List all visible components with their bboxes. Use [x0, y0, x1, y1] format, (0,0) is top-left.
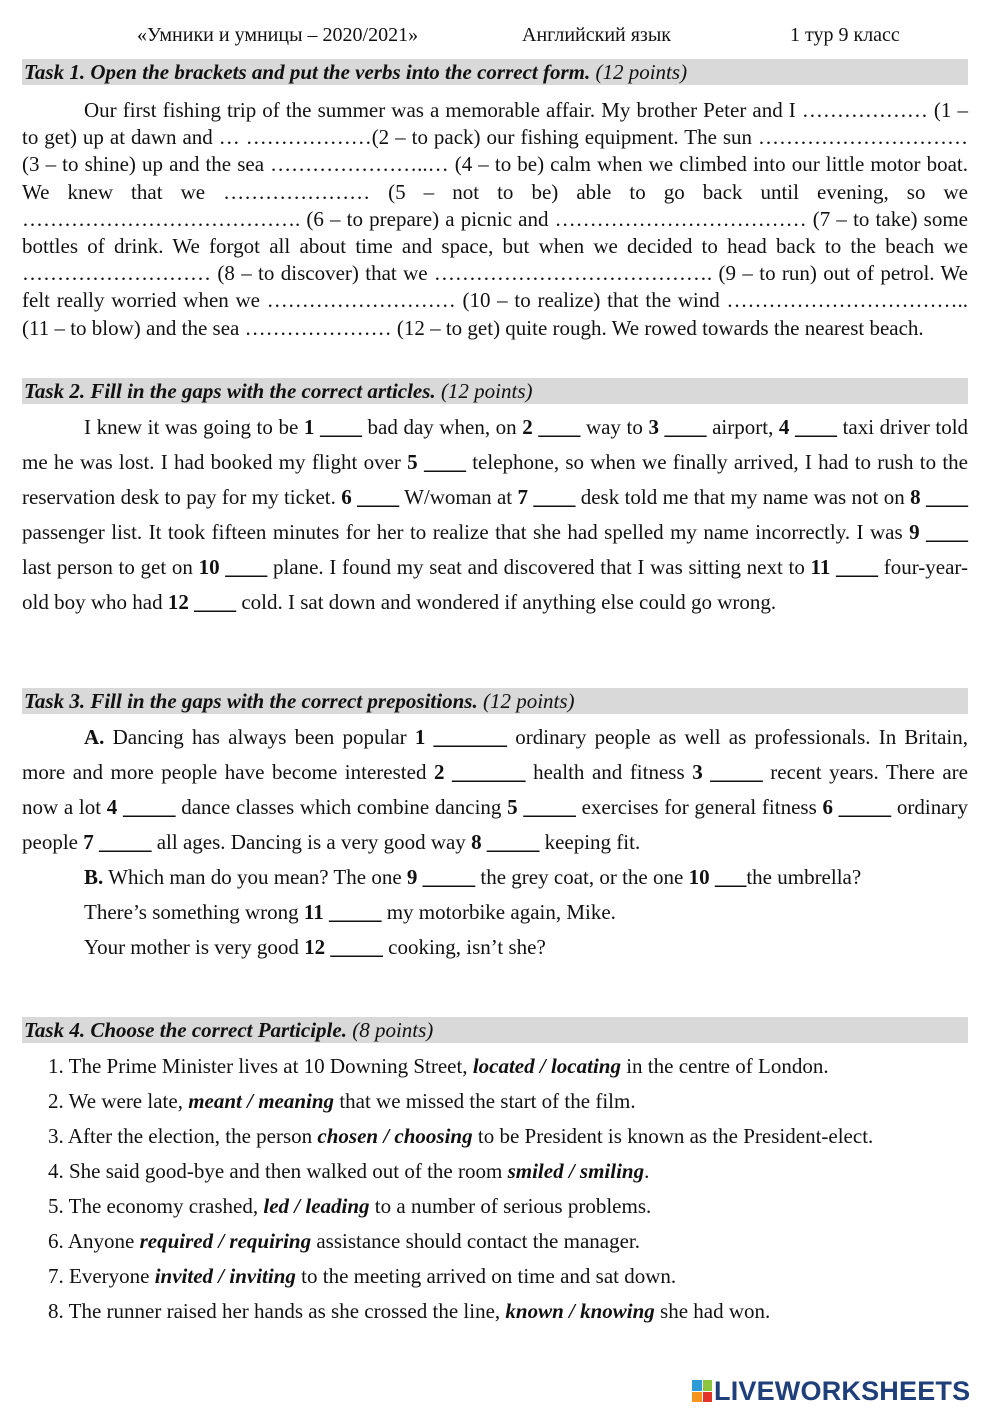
task3-text-segment: cooking, isn’t she? — [382, 935, 546, 959]
gap-11[interactable]: 11 _____ — [303, 900, 382, 924]
task2-text-segment: four-year-old boy who had — [22, 555, 969, 614]
gap-9[interactable]: 9 _____ — [406, 865, 476, 889]
task3-title: Task 3. Fill in the gaps with the correct prepositions. — [24, 689, 478, 713]
subject-name: Английский язык — [522, 24, 671, 46]
gap-11[interactable]: 11 ____ — [810, 555, 879, 579]
logo-square-1 — [692, 1380, 702, 1391]
participle-choice[interactable]: required / requiring — [139, 1229, 312, 1253]
item-text: assistance should contact the manager. — [311, 1229, 641, 1253]
gap-6[interactable]: 6 _____ — [822, 795, 892, 819]
gap-3[interactable]: 3 _____ — [692, 760, 763, 784]
participle-choice[interactable]: smiled / smiling — [507, 1159, 645, 1183]
item-text: . — [644, 1159, 650, 1183]
participle-choice[interactable]: located / locating — [472, 1054, 621, 1078]
task3-text-segment: keeping fit. — [539, 830, 641, 854]
tour-grade: 1 тур 9 класс — [790, 24, 900, 46]
task3-text-segment: all ages. Dancing is a very good way — [151, 830, 472, 854]
list-item — [22, 1189, 968, 1224]
gap-7[interactable]: 7 ____ — [517, 485, 576, 509]
item-text: 8. The runner raised her hands as she crossed the line, — [48, 1299, 506, 1323]
gap-5[interactable]: 5 _____ — [507, 795, 576, 819]
task3-heading — [22, 688, 968, 714]
task2-title: Task 2. Fill in the gaps with the correct articles. — [24, 379, 436, 403]
gap-8[interactable]: 8 _____ — [471, 830, 540, 854]
gap-5[interactable]: 5 ____ — [407, 450, 466, 474]
gap-7[interactable]: 7 _____ — [83, 830, 152, 854]
gap-12[interactable]: 12 ____ — [167, 590, 237, 614]
task2-text-segment: I knew it was going to be — [84, 415, 304, 439]
task3-text-segment: Which man do you mean? The one — [103, 865, 407, 889]
task3-line-11 — [22, 895, 968, 930]
task4-list — [22, 1049, 968, 1329]
gap-1[interactable]: 1 ____ — [303, 415, 362, 439]
task2-text-segment: way to — [580, 415, 649, 439]
task4-heading — [22, 1017, 968, 1043]
task1-body — [22, 97, 968, 342]
task3-text-segment: my motorbike again, Mike. — [381, 900, 616, 924]
task2-text-segment: last person to get on — [22, 555, 199, 579]
task2-body — [22, 410, 968, 620]
gap-1[interactable]: 1 _______ — [414, 725, 508, 749]
task2-heading — [22, 378, 968, 404]
task3-text-segment: Your mother is very good — [84, 935, 305, 959]
item-text: to be President is known as the President-elect. — [472, 1124, 874, 1148]
task2-text-segment: desk told me that my name was not on — [575, 485, 911, 509]
participle-choice[interactable]: invited / inviting — [154, 1264, 296, 1288]
list-item — [22, 1084, 968, 1119]
item-text: 7. Everyone — [48, 1264, 155, 1288]
item-text: to a number of serious problems. — [369, 1194, 652, 1218]
participle-choice[interactable]: led / leading — [263, 1194, 370, 1218]
logo-square-3 — [692, 1392, 702, 1403]
list-item — [22, 1259, 968, 1294]
gap-9[interactable]: 9 ____ — [909, 520, 968, 544]
item-text: in the centre of London. — [620, 1054, 829, 1078]
item-text: she had won. — [654, 1299, 771, 1323]
task2-text — [22, 410, 968, 620]
task2-text-segment: cold. I sat down and wondered if anything else could go wrong. — [236, 590, 777, 614]
logo-square-2 — [703, 1380, 713, 1391]
item-text: 4. She said good-bye and then walked out of the room — [48, 1159, 508, 1183]
participle-choice[interactable]: chosen / choosing — [317, 1124, 473, 1148]
task4-points: (8 points) — [352, 1018, 434, 1042]
page-header — [22, 24, 968, 50]
list-item — [22, 1154, 968, 1189]
task3-text-segment: There’s something wrong — [84, 900, 304, 924]
task3-part-a — [22, 720, 968, 860]
gap-4[interactable]: 4 _____ — [106, 795, 176, 819]
task2-text-segment: taxi driver told me he was lost. I had booked my flight over — [22, 415, 969, 474]
task3-text-segment: the umbrella? — [746, 865, 862, 889]
gap-10[interactable]: 10 ___ — [688, 865, 747, 889]
gap-3[interactable]: 3 ____ — [648, 415, 707, 439]
item-text: 5. The economy crashed, — [48, 1194, 264, 1218]
task4-title: Task 4. Choose the correct Participle. — [24, 1018, 347, 1042]
task1-points: (12 points) — [595, 60, 688, 84]
gap-12[interactable]: 12 _____ — [304, 935, 383, 959]
task3-text-segment: recent years. There are now a lot — [22, 760, 968, 819]
list-item — [22, 1224, 968, 1259]
item-text: 3. After the election, the person — [48, 1124, 318, 1148]
list-item — [22, 1049, 968, 1084]
task2-text-segment: telephone, so when we finally arrived, I had to rush to the reservation desk to pay for my ticket. — [22, 450, 968, 509]
task2-text-segment: airport, — [706, 415, 779, 439]
item-text: 1. The Prime Minister lives at 10 Downing Street, — [48, 1054, 473, 1078]
task3-text-segment: exercises for general fitness — [575, 795, 823, 819]
task2-text-segment: passenger list. It took fifteen minutes for her to realize that she had spelled my name incorrectly. I was — [22, 520, 910, 544]
task1-title: Task 1. Open the brackets and put the verbs into the correct form. — [24, 60, 591, 84]
task3-text-segment: the grey coat, or the one — [475, 865, 689, 889]
task2-text-segment: plane. I found my seat and discovered that I was sitting next to — [267, 555, 811, 579]
liveworksheets-logo[interactable] — [692, 1377, 970, 1405]
logo-mark-icon — [692, 1380, 712, 1402]
gap-2[interactable]: 2 ____ — [522, 415, 581, 439]
participle-choice[interactable]: known / knowing — [505, 1299, 655, 1323]
task2-text-segment: W/woman at — [399, 485, 518, 509]
logo-text: LIVEWORKSHEETS — [714, 1375, 971, 1406]
list-item — [22, 1119, 968, 1154]
task2-points: (12 points) — [440, 379, 533, 403]
part-b-label: B. — [84, 865, 104, 889]
task1-text: Our first fishing trip of the summer was a memorable affair. My brother Peter and I ……………… (1 – to get) up at dawn and … ………………(2 – to pack) our fishing equipment. The sun ………………………… (3 – to shine) up and the sea …………………..… (4 – to be) calm when we climbed into our little motor boat. We knew that we ………………… (5 – not to be) able to go back until evening, so we …………………………………. (6 – to prepare) a picnic and ……………………………… (7 – to take) some bottles of drink. We forgot all about time and space, but when we decided to head back to the beach we ……………………… (8 – to discover) that we …………………………………. (9 – to run) out of petrol. We felt really worried when we ……………………… (10 – to realize) that the wind …………………………….. (11 – to blow) and the sea ………………… (12 – to get) quite rough. We rowed towards the nearest beach. — [22, 98, 968, 340]
task3-text-segment: dance classes which combine dancing — [175, 795, 508, 819]
task3-text-segment: Dancing has always been popular — [104, 725, 415, 749]
item-text: to the meeting arrived on time and sat down. — [295, 1264, 677, 1288]
competition-title: «Умники и умницы – 2020/2021» — [137, 24, 419, 46]
task2-text-segment: bad day when, on — [361, 415, 523, 439]
part-a-label: A. — [84, 725, 105, 749]
gap-2[interactable]: 2 _______ — [434, 760, 526, 784]
gap-6[interactable]: 6 ____ — [341, 485, 400, 509]
task3-points: (12 points) — [482, 689, 575, 713]
task3-line-12 — [22, 930, 968, 965]
task3-body — [22, 720, 968, 965]
participle-choice[interactable]: meant / meaning — [188, 1089, 335, 1113]
item-text: 2. We were late, — [48, 1089, 189, 1113]
gap-10[interactable]: 10 ____ — [198, 555, 268, 579]
list-item — [22, 1294, 968, 1329]
task3-part-b — [22, 860, 968, 895]
gap-4[interactable]: 4 ____ — [778, 415, 838, 439]
gap-8[interactable]: 8 ____ — [910, 485, 969, 509]
task3-text-segment: ordinary people as well as professionals. In Britain, more and more people have become interested — [22, 725, 969, 784]
item-text: that we missed the start of the film. — [334, 1089, 636, 1113]
task1-heading — [22, 59, 968, 85]
task3-text-segment: health and fitness — [525, 760, 693, 784]
item-text: 6. Anyone — [48, 1229, 140, 1253]
task3-text-segment: ordinary people — [22, 795, 969, 854]
logo-square-4 — [703, 1392, 713, 1403]
